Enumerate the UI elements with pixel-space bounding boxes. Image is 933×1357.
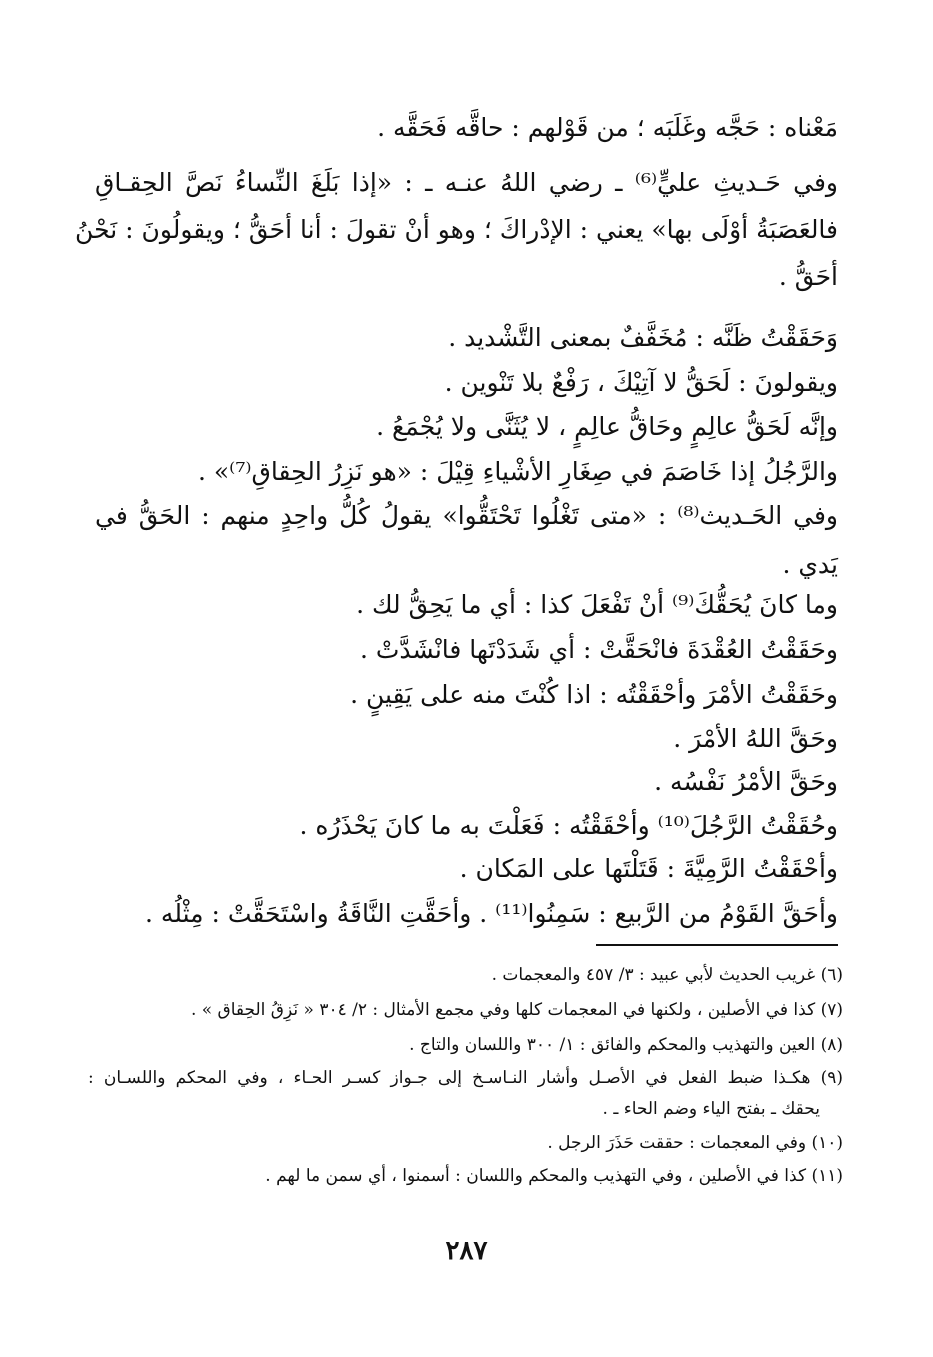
body-line: وحَقَّ الأمْرُ نَفْسُه . xyxy=(654,767,838,796)
footnote: (٨) العين والتهذيب والمحكم والفائق : ١/ ٣٠٠ واللسان والتاج . xyxy=(409,1035,843,1055)
body-line: وحَقَّ اللهُ الأمْرَ . xyxy=(673,724,838,753)
body-line: وَحَقَقْتُ ظَنَّه : مُخَفَّفٌ بمعنى التَّشْديد . xyxy=(448,323,838,352)
body-line: وأحَقَّ القَوْمُ من الرَّبيع : سَمِنُوا⁽¹¹⁾ . وأحَقَّتِ النَّاقَةُ واسْتَحَقَّتْ : مِثْلُه . xyxy=(145,899,838,928)
body-line: والرَّجُلُ إذا خَاصَمَ في صِغَارِ الأشْياءِ قِيْلَ : «هو نَزِرُ الحِقاقِ⁽⁷⁾» . xyxy=(197,457,838,486)
body-line: وحَقَقْتُ الأمْرَ وأحْقَقْتُه : اذا كُنْتَ منه على يَقِينٍ . xyxy=(350,680,838,709)
footnote-separator xyxy=(596,944,838,946)
body-line: وفي حَـديثِ عليٍّ⁽⁶⁾ ـ رضي اللهُ عنـه ـ : «إذا بَلَغَ النِّساءُ نَصَّ الحِقـاقِ xyxy=(95,168,838,197)
page-number: ٢٨٧ xyxy=(445,1236,488,1266)
body-line: يَدي . xyxy=(782,550,838,579)
body-line: وفي الحَـديث⁽⁸⁾ : «متى تَغْلُوا تَحْتَقُّوا» يقولُ كُلُّ واحِدٍ منهم : الحَقُّ في xyxy=(95,501,838,530)
footnote: (٩) هكـذا ضبط الفعل في الأصـل وأشار النـاسـخ إلى جـواز كسـر الحـاء ، وفي المحكم واللسـان : xyxy=(88,1068,843,1088)
body-line: ويقولونَ : لَحَقُّ لا آتِيْكَ ، رَفْعٌ بلا تَنْوين . xyxy=(444,368,838,397)
footnote: (١١) كذا في الأصلين ، وفي التهذيب والمحكم واللسان : أسمنوا ، أي سمن ما لهم . xyxy=(265,1166,843,1186)
footnote-continuation: يحقك ـ بفتح الياء وضم الحاء ـ . xyxy=(602,1099,820,1119)
footnote: (٧) كذا في الأصلين ، ولكنها في المعجمات كلها وفي مجمع الأمثال : ٢/ ٣٠٤ « نَزِقُ الحِقاق » . xyxy=(190,1000,843,1020)
body-line: وما كانَ يُحَقُّكَ⁽⁹⁾ أنْ تَفْعَلَ كذا : أي ما يَحِقُّ لك . xyxy=(356,590,838,619)
body-line: وحَقَقْتُ العُقْدَةَ فانْحَقَّتْ : أي شَدَدْتَها فانْشَدَّتْ . xyxy=(359,635,838,664)
body-line: وإنَّه لَحَقُّ عالِمٍ وحَاقُّ عالِمٍ ، لا يُثَنَّى ولا يُجْمَعُ . xyxy=(376,412,838,441)
footnote: (٦) غريب الحديث لأبي عبيد : ٣/ ٤٥٧ والمعجمات . xyxy=(491,965,843,985)
body-line: وحُقَقْتُ الرَّجُلَ⁽¹⁰⁾ وأحْقَقْتُه : فَعَلْتَ به ما كانَ يَحْذَرُه . xyxy=(299,811,838,840)
footnote: (١٠) وفي المعجمات : حققت حَذَرَ الرجل . xyxy=(547,1133,843,1153)
body-line: مَعْناه : حَجَّه وغَلَبَه ؛ من قَوْلهم : حاقَّه فَحَقَّه . xyxy=(377,113,838,142)
body-line: وأحْقَقْتُ الرَّمِيَّةَ : قَتَلْتَها على المَكان . xyxy=(459,854,838,883)
body-line: أحَقُّ . xyxy=(778,262,838,291)
body-line: فالعَصَبَةُ أوْلَى بها» يعني : الإدْراكَ ؛ وهو أنْ تقولَ : أنا أحَقُّ ؛ ويقولُونَ : نَحْنُ xyxy=(75,215,838,244)
